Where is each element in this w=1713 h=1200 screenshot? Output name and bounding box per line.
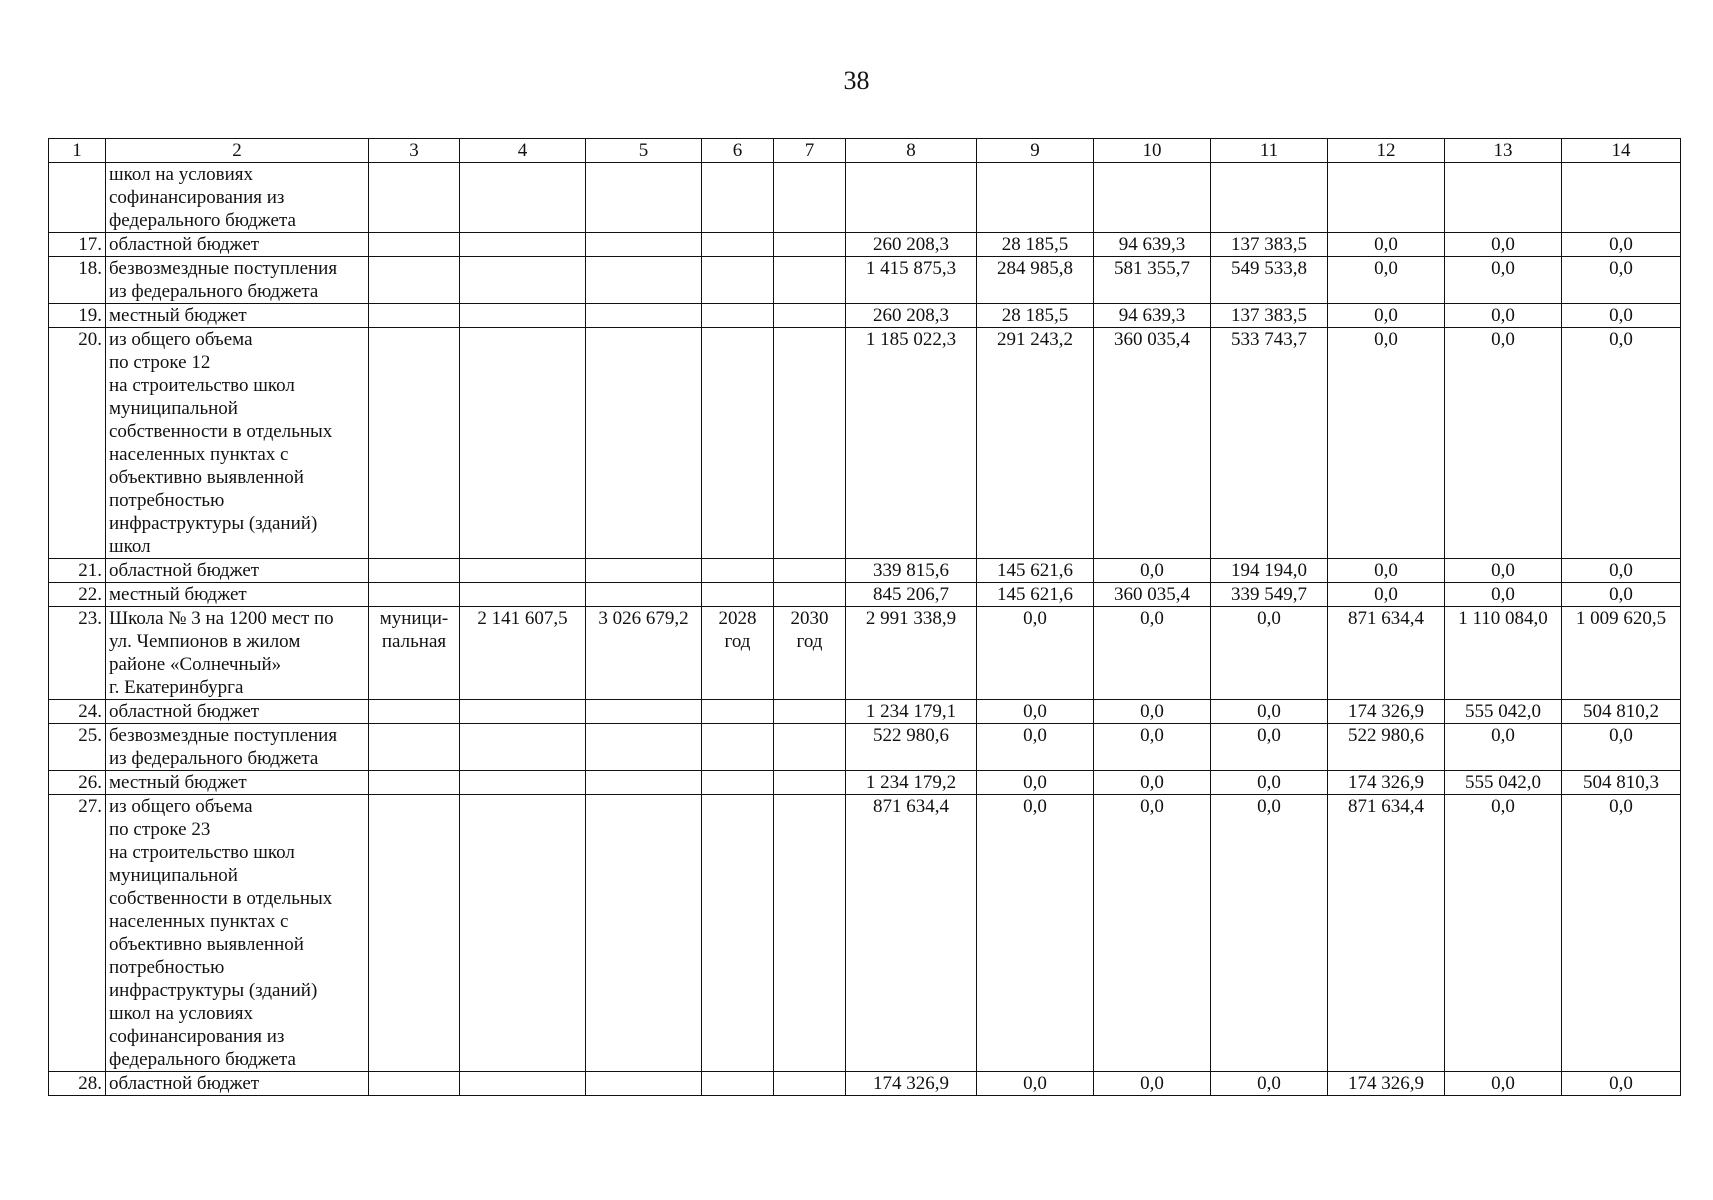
row-number-cell: 22. <box>49 583 106 607</box>
value-cell: 0,0 <box>977 724 1094 771</box>
value-cell <box>460 163 586 233</box>
value-cell: 28 185,5 <box>977 304 1094 328</box>
budget-table <box>48 138 1681 1096</box>
table-row <box>49 328 1681 559</box>
cell-text-line: областной бюджет <box>109 560 260 581</box>
cell-text-line: г. Екатеринбурга <box>109 677 244 698</box>
table-row <box>49 724 1681 771</box>
end-year-cell <box>774 233 846 257</box>
value-cell <box>586 583 702 607</box>
cell-text-line: безвозмездные поступления <box>109 725 338 746</box>
cell-text-line: местный бюджет <box>109 584 247 605</box>
value-cell: 0,0 <box>1211 771 1328 795</box>
value-cell: 94 639,3 <box>1094 233 1211 257</box>
value-cell: 360 035,4 <box>1094 328 1211 559</box>
cell-text-line: областной бюджет <box>109 1073 260 1094</box>
value-cell: 137 383,5 <box>1211 233 1328 257</box>
ownership-cell <box>369 163 460 233</box>
table-body <box>49 139 1681 1096</box>
value-cell <box>1211 163 1328 233</box>
item-name-cell <box>106 607 369 700</box>
ownership-cell <box>369 771 460 795</box>
value-cell: 137 383,5 <box>1211 304 1328 328</box>
row-number-cell: 26. <box>49 771 106 795</box>
ownership-cell <box>369 304 460 328</box>
value-cell <box>460 304 586 328</box>
value-cell <box>460 724 586 771</box>
cell-text-line: из общего объема <box>109 796 253 817</box>
value-cell: 0,0 <box>1211 607 1328 700</box>
value-cell: 174 326,9 <box>1328 1072 1445 1096</box>
value-cell: 94 639,3 <box>1094 304 1211 328</box>
value-cell <box>1445 163 1562 233</box>
value-cell: 291 243,2 <box>977 328 1094 559</box>
start-year-cell <box>702 163 774 233</box>
column-header: 1 <box>49 139 106 163</box>
column-header: 10 <box>1094 139 1211 163</box>
cell-text-line: федерального бюджета <box>109 1049 296 1070</box>
value-cell: 0,0 <box>1562 304 1681 328</box>
item-name-cell <box>106 795 369 1072</box>
row-number-cell: 23. <box>49 607 106 700</box>
value-cell: 174 326,9 <box>1328 700 1445 724</box>
value-cell: 174 326,9 <box>846 1072 977 1096</box>
column-header: 13 <box>1445 139 1562 163</box>
end-year-cell <box>774 583 846 607</box>
ownership-cell <box>369 233 460 257</box>
value-cell: 0,0 <box>977 771 1094 795</box>
cell-text-line: муниципальной <box>109 865 238 886</box>
column-number-row <box>49 139 1681 163</box>
cell-text-line: по строке 12 <box>109 352 211 373</box>
value-cell: 504 810,3 <box>1562 771 1681 795</box>
value-cell <box>1328 163 1445 233</box>
value-cell <box>1094 163 1211 233</box>
value-cell: 145 621,6 <box>977 559 1094 583</box>
value-cell <box>460 257 586 304</box>
column-header: 14 <box>1562 139 1681 163</box>
row-number-cell <box>49 163 106 233</box>
value-cell: 0,0 <box>1445 233 1562 257</box>
table-row <box>49 1072 1681 1096</box>
cell-text-line: на строительство школ <box>109 842 295 863</box>
value-cell <box>586 233 702 257</box>
item-name-cell <box>106 583 369 607</box>
value-cell <box>586 795 702 1072</box>
value-cell: 0,0 <box>1562 1072 1681 1096</box>
value-cell <box>977 163 1094 233</box>
cell-text-line: пальная <box>381 631 447 652</box>
value-cell: 174 326,9 <box>1328 771 1445 795</box>
value-cell <box>586 163 702 233</box>
value-cell: 260 208,3 <box>846 233 977 257</box>
value-cell: 2 141 607,5 <box>460 607 586 700</box>
cell-text-line: из федерального бюджета <box>109 748 319 769</box>
row-number-cell: 20. <box>49 328 106 559</box>
value-cell: 284 985,8 <box>977 257 1094 304</box>
table-row <box>49 607 1681 700</box>
value-cell: 1 009 620,5 <box>1562 607 1681 700</box>
item-name-cell <box>106 257 369 304</box>
start-year-cell <box>702 1072 774 1096</box>
row-number-cell: 19. <box>49 304 106 328</box>
column-header: 3 <box>369 139 460 163</box>
value-cell: 0,0 <box>977 700 1094 724</box>
end-year-cell <box>774 771 846 795</box>
item-name-cell <box>106 1072 369 1096</box>
value-cell <box>586 724 702 771</box>
value-cell: 0,0 <box>1562 257 1681 304</box>
value-cell: 145 621,6 <box>977 583 1094 607</box>
value-cell <box>586 257 702 304</box>
cell-text-line: потребностью <box>109 490 225 511</box>
start-year-cell <box>702 795 774 1072</box>
value-cell <box>586 771 702 795</box>
cell-text-line: школ <box>109 536 151 557</box>
value-cell <box>460 233 586 257</box>
value-cell: 0,0 <box>1211 724 1328 771</box>
value-cell: 0,0 <box>1328 559 1445 583</box>
value-cell <box>460 559 586 583</box>
start-year-cell <box>702 328 774 559</box>
value-cell: 0,0 <box>1094 607 1211 700</box>
row-number-cell: 18. <box>49 257 106 304</box>
table-row <box>49 163 1681 233</box>
value-cell: 360 035,4 <box>1094 583 1211 607</box>
ownership-cell <box>369 328 460 559</box>
item-name-cell <box>106 304 369 328</box>
value-cell: 522 980,6 <box>1328 724 1445 771</box>
end-year-cell <box>774 328 846 559</box>
value-cell: 194 194,0 <box>1211 559 1328 583</box>
value-cell: 0,0 <box>1328 583 1445 607</box>
item-name-cell <box>106 771 369 795</box>
cell-text-line: местный бюджет <box>109 305 247 326</box>
value-cell: 0,0 <box>1562 559 1681 583</box>
ownership-cell <box>369 1072 460 1096</box>
value-cell: 522 980,6 <box>846 724 977 771</box>
page-number: 38 <box>843 66 870 95</box>
cell-text-line: год <box>724 631 751 652</box>
value-cell: 0,0 <box>1094 724 1211 771</box>
start-year-cell <box>702 583 774 607</box>
value-cell: 0,0 <box>1562 233 1681 257</box>
start-year-cell <box>702 559 774 583</box>
value-cell: 0,0 <box>1328 257 1445 304</box>
column-header: 2 <box>106 139 369 163</box>
cell-text-line: собственности в отдельных <box>109 421 333 442</box>
value-cell: 0,0 <box>1094 700 1211 724</box>
cell-text-line: 2028 <box>718 608 757 629</box>
value-cell: 1 415 875,3 <box>846 257 977 304</box>
value-cell: 0,0 <box>1328 328 1445 559</box>
cell-text-line: областной бюджет <box>109 701 260 722</box>
value-cell <box>460 583 586 607</box>
end-year-cell <box>774 724 846 771</box>
table-row <box>49 559 1681 583</box>
value-cell <box>460 771 586 795</box>
table-row <box>49 583 1681 607</box>
end-year-cell <box>774 1072 846 1096</box>
value-cell: 0,0 <box>1445 257 1562 304</box>
table-row <box>49 233 1681 257</box>
cell-text-line: потребностью <box>109 957 225 978</box>
value-cell <box>586 559 702 583</box>
value-cell: 0,0 <box>977 607 1094 700</box>
start-year-cell <box>702 700 774 724</box>
cell-text-line: инфраструктуры (зданий) <box>109 980 318 1001</box>
end-year-cell <box>774 607 846 700</box>
value-cell: 1 234 179,1 <box>846 700 977 724</box>
value-cell: 0,0 <box>1445 724 1562 771</box>
value-cell: 0,0 <box>977 795 1094 1072</box>
column-header: 8 <box>846 139 977 163</box>
end-year-cell <box>774 700 846 724</box>
value-cell: 871 634,4 <box>1328 607 1445 700</box>
cell-text-line: школ на условиях <box>109 164 254 185</box>
cell-text-line: из федерального бюджета <box>109 281 319 302</box>
start-year-cell <box>702 233 774 257</box>
value-cell: 0,0 <box>1094 771 1211 795</box>
end-year-cell <box>774 163 846 233</box>
value-cell: 1 234 179,2 <box>846 771 977 795</box>
table-row <box>49 771 1681 795</box>
value-cell <box>586 1072 702 1096</box>
value-cell: 0,0 <box>977 1072 1094 1096</box>
item-name-cell <box>106 559 369 583</box>
ownership-cell <box>369 559 460 583</box>
value-cell: 260 208,3 <box>846 304 977 328</box>
row-number-cell: 17. <box>49 233 106 257</box>
value-cell <box>846 163 977 233</box>
value-cell: 555 042,0 <box>1445 771 1562 795</box>
value-cell: 0,0 <box>1445 583 1562 607</box>
start-year-cell <box>702 257 774 304</box>
cell-text-line: инфраструктуры (зданий) <box>109 513 318 534</box>
value-cell: 339 549,7 <box>1211 583 1328 607</box>
value-cell <box>1562 163 1681 233</box>
value-cell: 0,0 <box>1211 700 1328 724</box>
value-cell <box>460 795 586 1072</box>
value-cell: 533 743,7 <box>1211 328 1328 559</box>
end-year-cell <box>774 795 846 1072</box>
ownership-cell <box>369 795 460 1072</box>
value-cell: 3 026 679,2 <box>586 607 702 700</box>
table-row <box>49 700 1681 724</box>
value-cell: 0,0 <box>1562 724 1681 771</box>
ownership-cell <box>369 583 460 607</box>
value-cell <box>460 1072 586 1096</box>
start-year-cell <box>702 607 774 700</box>
value-cell: 0,0 <box>1562 328 1681 559</box>
value-cell: 581 355,7 <box>1094 257 1211 304</box>
value-cell: 549 533,8 <box>1211 257 1328 304</box>
column-header: 11 <box>1211 139 1328 163</box>
cell-text-line: софинансирования из <box>109 187 285 208</box>
item-name-cell <box>106 700 369 724</box>
value-cell: 0,0 <box>1562 795 1681 1072</box>
cell-text-line: муниципальной <box>109 398 238 419</box>
item-name-cell <box>106 328 369 559</box>
ownership-cell <box>369 257 460 304</box>
value-cell <box>460 700 586 724</box>
value-cell: 1 185 022,3 <box>846 328 977 559</box>
value-cell: 0,0 <box>1445 795 1562 1072</box>
table-row <box>49 795 1681 1072</box>
item-name-cell <box>106 163 369 233</box>
cell-text-line: объективно выявленной <box>109 467 304 488</box>
value-cell: 1 110 084,0 <box>1445 607 1562 700</box>
value-cell <box>460 328 586 559</box>
ownership-cell <box>369 607 460 700</box>
cell-text-line: софинансирования из <box>109 1026 285 1047</box>
value-cell: 0,0 <box>1562 583 1681 607</box>
column-header: 4 <box>460 139 586 163</box>
cell-text-line: безвозмездные поступления <box>109 258 338 279</box>
value-cell <box>586 304 702 328</box>
table-row <box>49 304 1681 328</box>
ownership-cell <box>369 724 460 771</box>
cell-text-line: объективно выявленной <box>109 934 304 955</box>
value-cell: 0,0 <box>1094 1072 1211 1096</box>
value-cell <box>586 328 702 559</box>
value-cell: 0,0 <box>1328 233 1445 257</box>
cell-text-line: Школа № 3 на 1200 мест по <box>109 608 334 629</box>
value-cell: 0,0 <box>1445 559 1562 583</box>
value-cell: 0,0 <box>1094 795 1211 1072</box>
row-number-cell: 25. <box>49 724 106 771</box>
value-cell: 0,0 <box>1445 1072 1562 1096</box>
column-header: 7 <box>774 139 846 163</box>
cell-text-line: местный бюджет <box>109 772 247 793</box>
value-cell: 339 815,6 <box>846 559 977 583</box>
start-year-cell <box>702 304 774 328</box>
column-header: 5 <box>586 139 702 163</box>
cell-text-line: по строке 23 <box>109 819 211 840</box>
value-cell: 555 042,0 <box>1445 700 1562 724</box>
cell-text-line: населенных пунктах с <box>109 911 289 932</box>
value-cell <box>586 700 702 724</box>
column-header: 6 <box>702 139 774 163</box>
cell-text-line: районе «Солнечный» <box>109 654 282 675</box>
value-cell: 871 634,4 <box>846 795 977 1072</box>
row-number-cell: 21. <box>49 559 106 583</box>
value-cell: 0,0 <box>1328 304 1445 328</box>
row-number-cell: 24. <box>49 700 106 724</box>
column-header: 9 <box>977 139 1094 163</box>
cell-text-line: федерального бюджета <box>109 210 296 231</box>
column-header: 12 <box>1328 139 1445 163</box>
start-year-cell <box>702 771 774 795</box>
cell-text-line: ул. Чемпионов в жилом <box>109 631 301 652</box>
ownership-cell <box>369 700 460 724</box>
row-number-cell: 27. <box>49 795 106 1072</box>
value-cell: 2 991 338,9 <box>846 607 977 700</box>
value-cell: 504 810,2 <box>1562 700 1681 724</box>
cell-text-line: населенных пунктах с <box>109 444 289 465</box>
cell-text-line: школ на условиях <box>109 1003 254 1024</box>
value-cell: 0,0 <box>1445 328 1562 559</box>
value-cell: 28 185,5 <box>977 233 1094 257</box>
cell-text-line: год <box>796 631 823 652</box>
cell-text-line: собственности в отдельных <box>109 888 333 909</box>
end-year-cell <box>774 304 846 328</box>
item-name-cell <box>106 233 369 257</box>
value-cell: 871 634,4 <box>1328 795 1445 1072</box>
cell-text-line: муници- <box>379 608 449 629</box>
table-row <box>49 257 1681 304</box>
item-name-cell <box>106 724 369 771</box>
start-year-cell <box>702 724 774 771</box>
cell-text-line: на строительство школ <box>109 375 295 396</box>
value-cell: 0,0 <box>1211 1072 1328 1096</box>
end-year-cell <box>774 257 846 304</box>
value-cell: 845 206,7 <box>846 583 977 607</box>
row-number-cell: 28. <box>49 1072 106 1096</box>
value-cell: 0,0 <box>1094 559 1211 583</box>
end-year-cell <box>774 559 846 583</box>
cell-text-line: областной бюджет <box>109 234 260 255</box>
value-cell: 0,0 <box>1445 304 1562 328</box>
value-cell: 0,0 <box>1211 795 1328 1072</box>
cell-text-line: 2030 <box>790 608 829 629</box>
cell-text-line: из общего объема <box>109 329 253 350</box>
